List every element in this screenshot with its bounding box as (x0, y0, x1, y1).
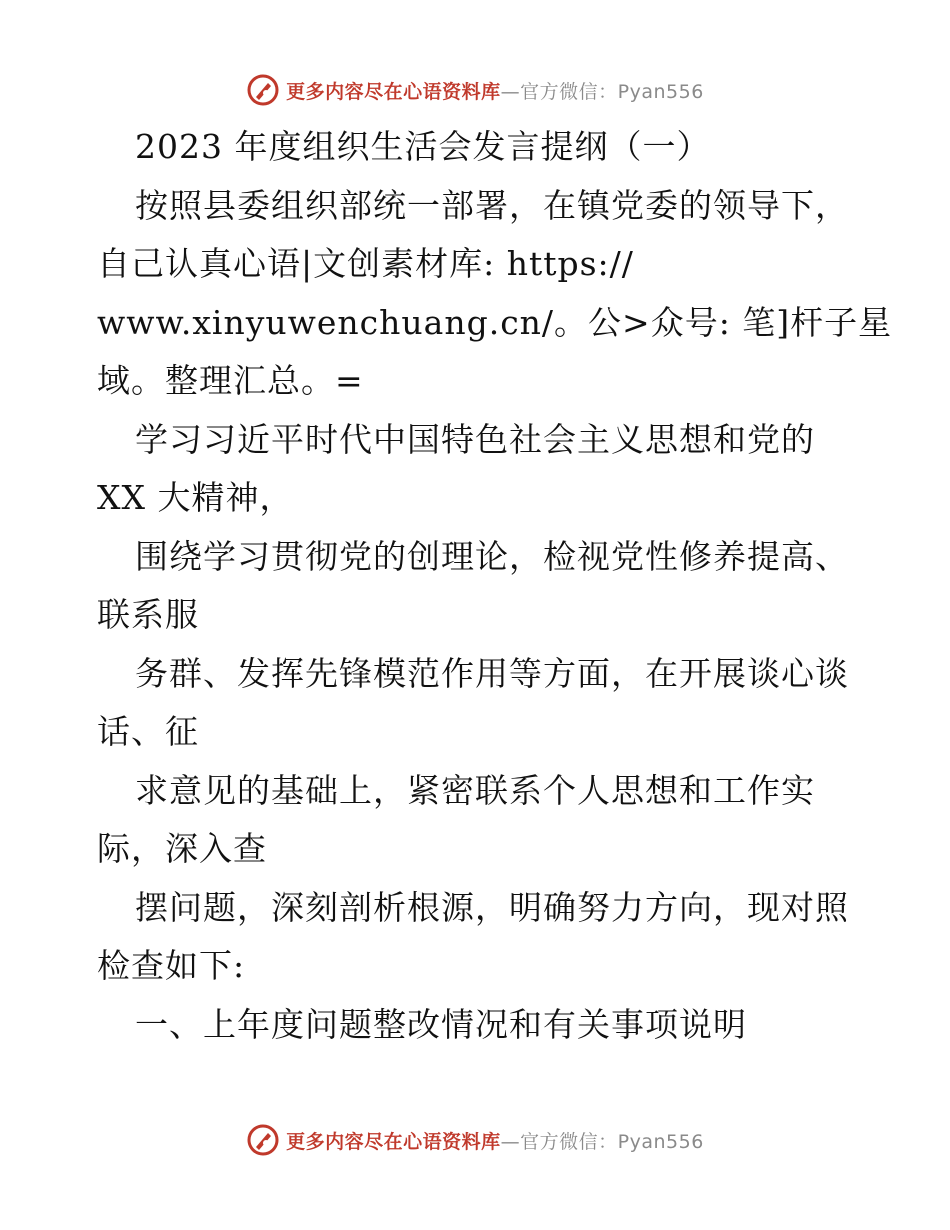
paragraph-line: 际，深入查 (97, 829, 267, 868)
paragraph-line: XX 大精神， (97, 478, 294, 517)
paragraph-line: 围绕学习贯彻党的创理论，检视党性修养提高、 (135, 537, 849, 576)
paragraph-line: 求意见的基础上，紧密联系个人思想和工作实 (135, 771, 815, 810)
watermark-brand: 更多内容尽在心语资料库—官方微信：Pyan556 (286, 1130, 704, 1153)
paragraph-line: 域。整理汇总。= (97, 361, 364, 400)
doc-title: 2023 年度组织生活会发言提纲（一） (135, 127, 711, 166)
paragraph-line: 按照县委组织部统一部署，在镇党委的领导下， (135, 186, 849, 225)
paragraph-line: 检查如下: (97, 946, 246, 985)
watermark-brand: 更多内容尽在心语资料库—官方微信：Pyan556 (286, 80, 704, 103)
paragraph-line: 务群、发挥先锋模范作用等方面，在开展谈心谈 (135, 654, 849, 693)
paragraph-line: 学习习近平时代中国特色社会主义思想和党的 (135, 420, 815, 459)
section-heading: 一、上年度问题整改情况和有关事项说明 (135, 1005, 747, 1044)
paragraph-line: 话、征 (97, 712, 199, 751)
paragraph-line: 自己认真心语|文创素材库: https:// (97, 244, 634, 283)
paragraph-line: www.xinyuwenchuang.cn/。公>众号: 笔]杆子星 (97, 303, 893, 342)
paragraph-line: 联系服 (97, 595, 199, 634)
paragraph-line: 摆问题，深刻剖析根源，明确努力方向，现对照 (135, 888, 849, 927)
footer-watermark (0, 1120, 950, 1160)
pen-logo-icon (246, 1123, 280, 1157)
